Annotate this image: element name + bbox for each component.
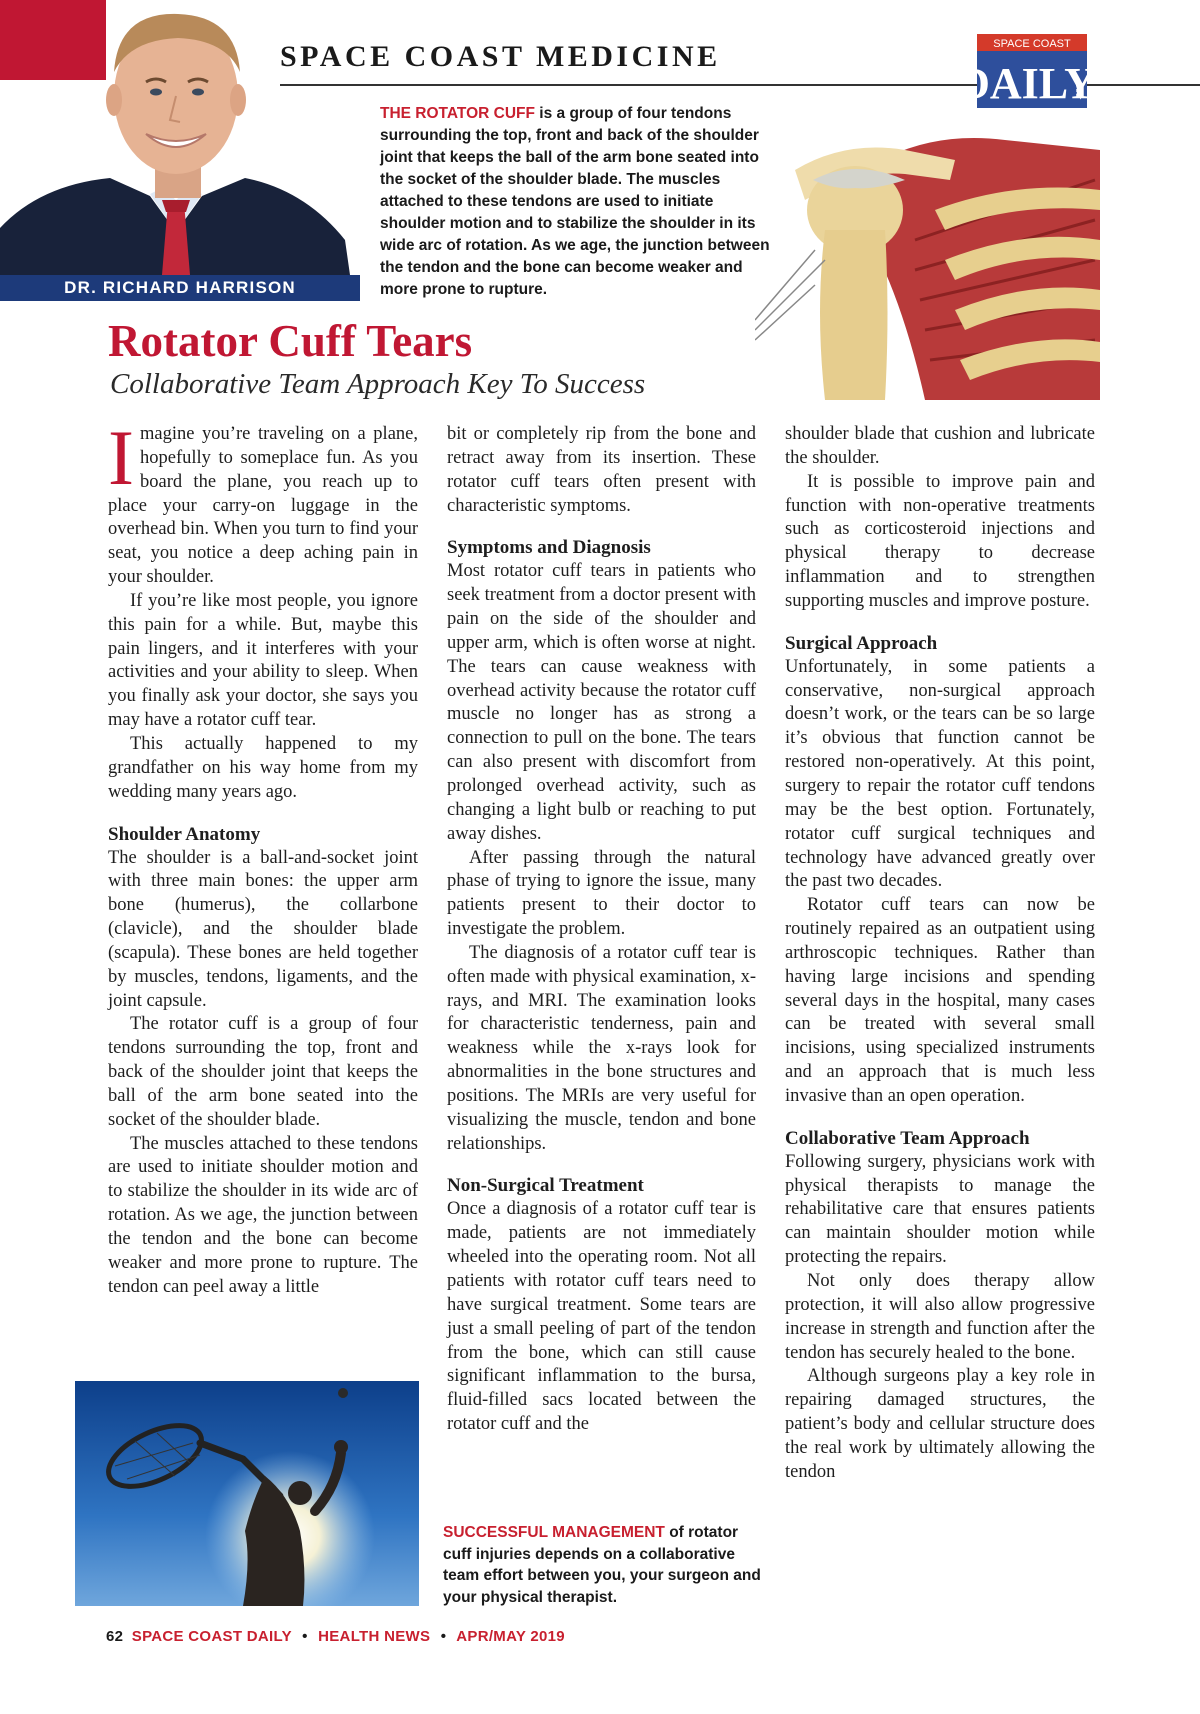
article-column-1: [108, 414, 418, 1300]
article-title: Rotator Cuff Tears: [108, 316, 473, 366]
tennis-player-photo: [75, 1381, 419, 1606]
svg-text:SPACE COAST: SPACE COAST: [993, 38, 1071, 50]
paragraph: The muscles attached to these tendons are used to initiate shoulder motion and to stabilize the shoulder in its wide arc of rotation. As we age, the junction between the tendon and the bone can become weaker and more prone to rupture. The tendon can peel away a little: [108, 1133, 418, 1297]
paragraph: Most rotator cuff tears in patients who seek treatment from a doctor present with pain on the side of the shoulder and upper arm, which is often worse at night. The tears can cause weakness with overhead activity because the rotator cuff muscle no longer has as strong a connection to pull on the bone. The tears can also present with discomfort from prolonged overhead activity, such as changing a light bulb or reaching to put away dishes.: [447, 561, 756, 844]
drop-cap: I: [108, 414, 134, 501]
svg-text:DAILY: AILY: [989, 59, 1087, 108]
paragraph: Rotator cuff tears can now be routinely repaired as an outpatient using arthroscopic techniques. Rather than having large incisions and spending several days in the hospital, many cases can be treated with several small incisions, using specialized instruments and an approach that is much less invasive than an open operation.: [785, 895, 1095, 1106]
footer-section: HEALTH NEWS: [318, 1628, 431, 1645]
svg-text:.com: .com: [1073, 80, 1083, 100]
space-coast-daily-logo: [977, 34, 1087, 108]
photo-caption: [443, 1522, 763, 1608]
article-column-3: [785, 423, 1095, 1485]
subheading-non-surgical: Non-Surgical Treatment: [447, 1175, 644, 1197]
subheading-surgical: Surgical Approach: [785, 632, 938, 654]
bullet-separator: •: [302, 1628, 308, 1645]
article-column-2: [447, 423, 756, 1437]
caption-text: of rotator cuff injuries depends on a collaborative team effort between you, your surgeon and your physical therapist.: [443, 1524, 761, 1606]
section-title: SPACE COAST MEDICINE: [280, 40, 721, 73]
paragraph: Although surgeons play a key role in repairing damaged structures, the patient’s body and cellular structure does the real work by ultimately allowing the tendon: [785, 1366, 1095, 1482]
page-number: 62: [106, 1628, 124, 1645]
paragraph: bit or completely rip from the bone and retract away from its insertion. These rotator cuff tears often present with characteristic symptoms.: [447, 424, 756, 516]
author-name-bar: DR. RICHARD HARRISON: [0, 275, 360, 301]
caption-highlight: SUCCESSFUL MANAGEMENT: [443, 1524, 665, 1541]
pull-quote-text: is a group of four tendons surrounding the top, front and back of the shoulder joint that keeps the ball of the arm bone seated into the socket of the shoulder blade. The muscles attached to these tendons are used to initiate shoulder motion and to stabilize the shoulder in its wide arc of rotation. As we age, the junction between the tendon and the bone can become weaker and more prone to rupture.: [380, 105, 770, 298]
subheading-shoulder-anatomy: Shoulder Anatomy: [108, 823, 261, 845]
paragraph: The diagnosis of a rotator cuff tear is often made with physical examination, x-rays, and MRI. The examination looks for characteristic tenderness, pain and weakness while the x-rays look for abnormalities in the bone structures and positions. The MRIs are very useful for visualizing the muscle, tendon and bone relationships.: [447, 942, 756, 1154]
paragraph: The rotator cuff is a group of four tendons surrounding the top, front and back of the shoulder joint that keeps the ball of the arm bone seated into the socket of the shoulder blade.: [108, 1014, 418, 1130]
article-subtitle: Collaborative Team Approach Key To Success: [110, 368, 646, 400]
shoulder-anatomy-illustration: [755, 110, 1100, 400]
subheading-collaborative: Collaborative Team Approach: [785, 1127, 1030, 1149]
pull-quote-highlight: THE ROTATOR CUFF: [380, 105, 535, 122]
page-footer: [106, 1628, 565, 1645]
paragraph: After passing through the natural phase of trying to ignore the issue, many patients present to their doctor to investigate the problem.: [447, 847, 756, 940]
paragraph: The shoulder is a ball-and-socket joint with three main bones: the upper arm bone (humerus), the collarbone (clavicle), and the shoulder blade (scapula). These bones are held together by muscles, tendons, ligaments, and the joint capsule.: [108, 847, 418, 1011]
pull-quote: [380, 103, 780, 301]
paragraph: Following surgery, physicians work with physical therapists to manage the rehabilitative care that ensures patients can maintain shoulder motion while protecting the repairs.: [785, 1151, 1095, 1268]
footer-issue: APR/MAY 2019: [456, 1628, 565, 1645]
subheading-symptoms: Symptoms and Diagnosis: [447, 537, 651, 559]
paragraph: It is possible to improve pain and function with non-operative treatments such as corticosteroid injections and physical therapy to decrease inflammation and to strengthen supporting muscles and improve posture.: [785, 471, 1095, 611]
paragraph: This actually happened to my grandfather on his way home from my wedding many years ago.: [108, 733, 418, 802]
paragraph: Unfortunately, in some patients a conservative, non-surgical approach doesn’t work, or the tears can be so large it’s obvious that function cannot be restored non-operatively. At this point, surgery to repair the rotator cuff tendons may be the best option. Fortunately, rotator cuff surgical techniques and technology have advanced greatly over the past two decades.: [785, 656, 1095, 892]
paragraph: shoulder blade that cushion and lubricate the shoulder.: [785, 424, 1095, 468]
paragraph: Imagine you’re traveling on a plane, hopefully to someplace fun. As you board the plane, you reach up to place your carry-on luggage in the overhead bin. When you turn to find your seat, you notice a deep aching pain in your shoulder.: [108, 414, 418, 588]
bullet-separator: •: [440, 1628, 447, 1645]
paragraph: If you’re like most people, you ignore this pain for a while. But, maybe this pain lingers, and it interferes with your activities and your ability to sleep. When you finally ask your doctor, she says you may have a rotator cuff tear.: [108, 590, 418, 731]
paragraph: Once a diagnosis of a rotator cuff tear is made, patients are not immediately wheeled into the operating room. Not all patients with rotator cuff tears need to have surgical treatment. Some tears are just a small peeling of part of the tendon from the bone, which can still cause significant inflammation to the bursa, fluid-filled sacs located between the rotator cuff and the: [447, 1199, 756, 1435]
paragraph: Not only does therapy allow protection, it will also allow progressive increase in strength and function after the tendon has securely healed to the bone.: [785, 1271, 1095, 1363]
footer-publication: SPACE COAST DAILY: [131, 1628, 292, 1645]
